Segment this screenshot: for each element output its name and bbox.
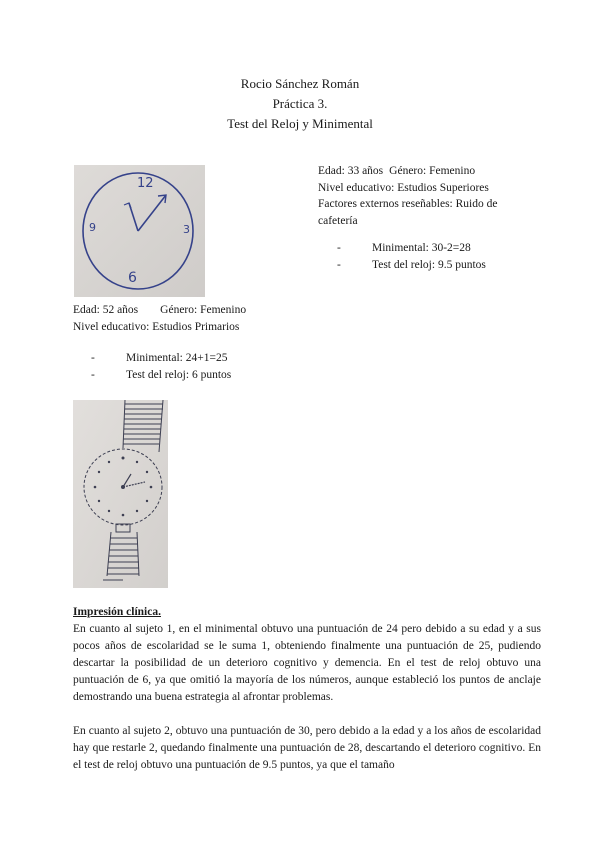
subject2-factors: Factores externos reseñables: Ruido de cafetería bbox=[318, 198, 498, 227]
practice-number: Práctica 3. bbox=[272, 96, 328, 111]
subject1-minimental: - Minimental: 24+1=25 bbox=[91, 350, 231, 367]
subject1-education: Nivel educativo: Estudios Primarios bbox=[73, 320, 240, 333]
subject2-education: Nivel educativo: Estudios Superiores bbox=[318, 181, 489, 194]
subject2-gender: Género: Femenino bbox=[389, 165, 476, 177]
subject1-clock-test: - Test del reloj: 6 puntos bbox=[91, 367, 231, 384]
subject2-minimental: - Minimental: 30-2=28 bbox=[337, 240, 486, 257]
clock-drawing-subject1 bbox=[74, 165, 205, 297]
subject1-gender: Género: Femenino bbox=[160, 304, 247, 316]
subject1-results bbox=[91, 350, 231, 384]
clock1-svg bbox=[74, 165, 205, 297]
clock-drawing-subject2 bbox=[73, 400, 168, 588]
document-title: Test del Reloj y Minimental bbox=[227, 116, 373, 131]
clock1-number-9: 9 bbox=[89, 221, 96, 234]
subject2-info bbox=[318, 163, 518, 229]
clock1-number-3: 3 bbox=[183, 223, 190, 236]
author-name: Rocio Sánchez Román bbox=[240, 76, 360, 91]
subject1-info bbox=[73, 302, 333, 335]
clock1-number-12: 12 bbox=[137, 176, 154, 191]
impression-paragraph-1: En cuanto al sujeto 1, en el minimental obtuvo una puntuación de 24 pero debido a su edad y a sus pocos años de escolaridad se le suma 1, obteniendo finalmente una puntuación de 25, pudiendo descartar la posibilidad de un deterioro cognitivo y demencia. En el test de reloj obtuvo una puntuación de 6, ya que omitió la mayoría de los números, aunque estableció los puntos de anclaje demostrando una buena estrategia al afrontar problemas. bbox=[73, 623, 541, 703]
impression-paragraph-2: En cuanto al sujeto 2, obtuvo una puntuación de 30, pero debido a la edad y a los años de escolaridad hay que restarle 2, quedando finalmente una puntuación de 28, descartando el deterioro cognitivo. En el test de reloj obtuvo una puntuación de 9.5 puntos, ya que el tamaño bbox=[73, 725, 541, 771]
subject2-results bbox=[337, 240, 486, 274]
subject1-age: Edad: 52 años bbox=[73, 304, 139, 316]
subject2-clock-test: - Test del reloj: 9.5 puntos bbox=[337, 257, 486, 274]
impression-title: Impresión clínica. bbox=[73, 606, 161, 618]
clock2-svg bbox=[73, 400, 168, 588]
subject2-age: Edad: 33 años bbox=[318, 165, 384, 177]
document-header bbox=[0, 74, 600, 134]
clock1-number-6: 6 bbox=[128, 270, 137, 286]
clinical-impression bbox=[73, 604, 541, 774]
